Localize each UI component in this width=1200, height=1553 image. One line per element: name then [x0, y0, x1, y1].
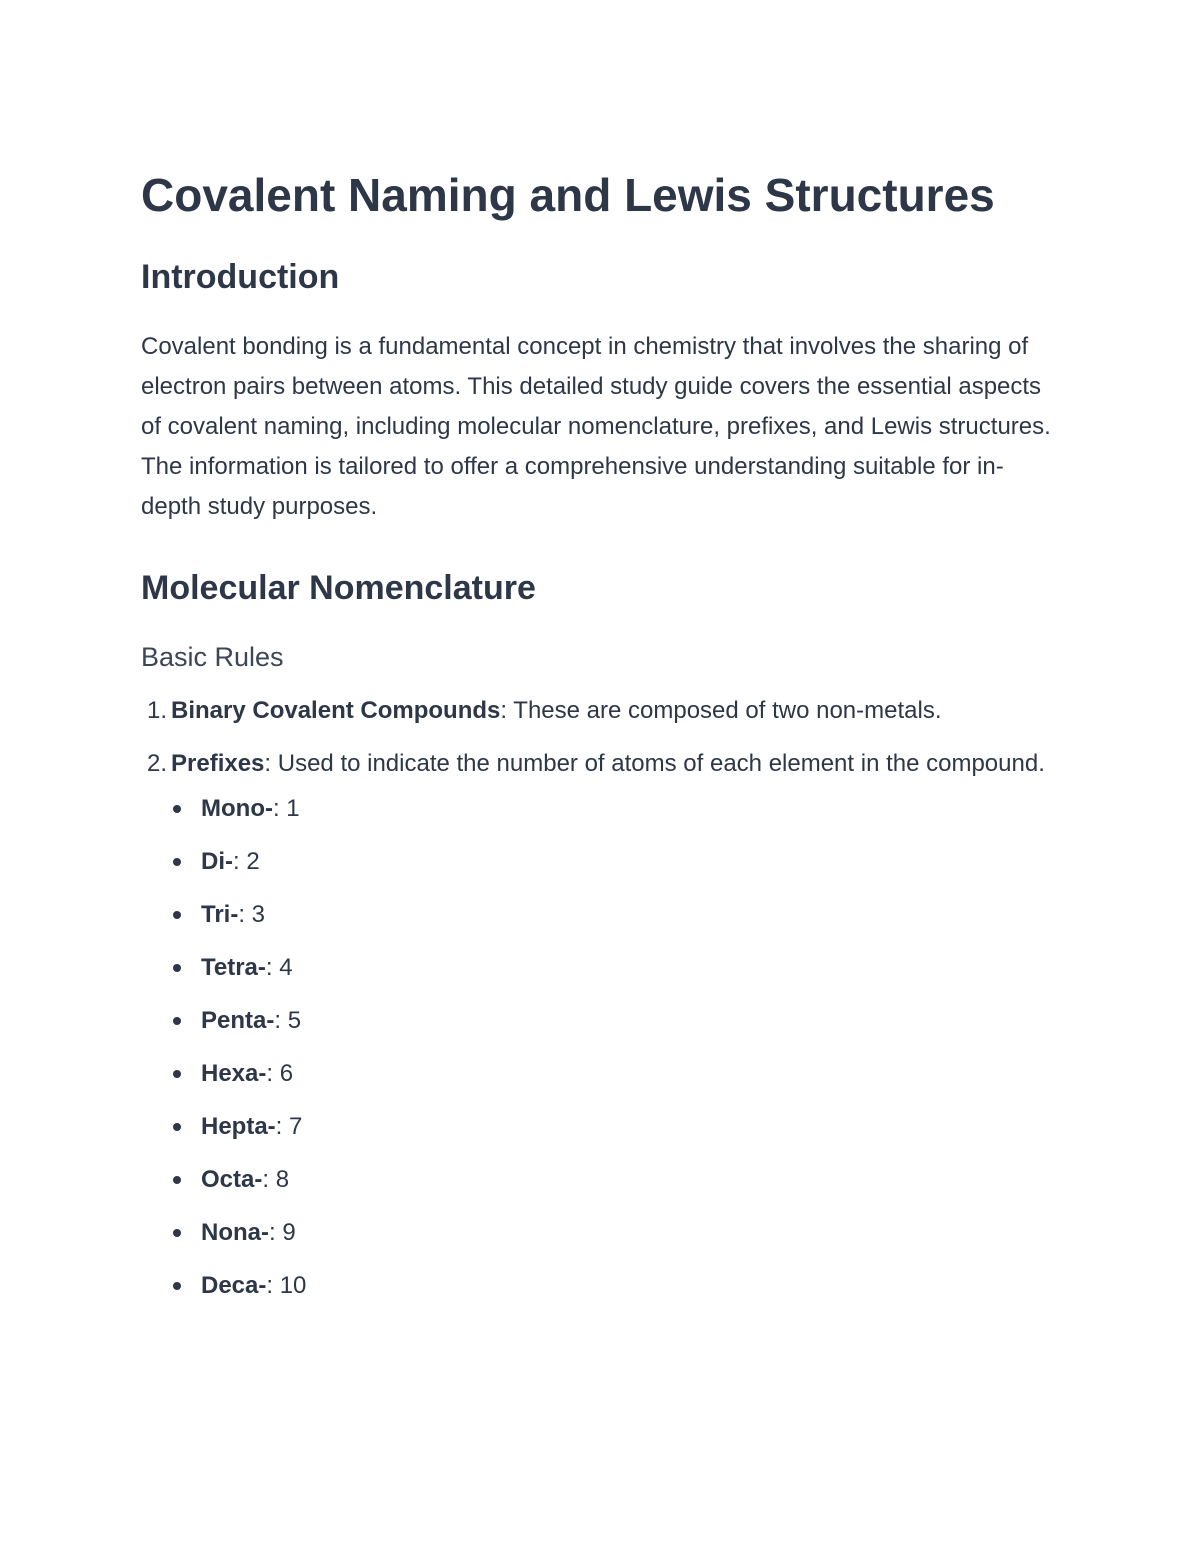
prefix-value: : 9 [269, 1219, 296, 1246]
rule-text: : Used to indicate the number of atoms of each element in the compound. [264, 750, 1045, 777]
rule-item [141, 744, 1061, 1306]
prefix-name: Deca- [201, 1272, 267, 1299]
bullet-icon [173, 1017, 181, 1025]
basic-rules-subheading: Basic Rules [141, 642, 284, 672]
prefix-value: : 2 [233, 848, 260, 875]
bullet-icon [173, 964, 181, 972]
rule-term: Binary Covalent Compounds [171, 697, 501, 724]
prefix-name: Tetra- [201, 954, 266, 981]
prefix-item [171, 1054, 1061, 1094]
document-page [141, 160, 1061, 1319]
prefix-value: : 8 [262, 1166, 290, 1193]
prefix-item [171, 1160, 1061, 1200]
bullet-icon [173, 911, 181, 919]
bullet-icon [173, 858, 181, 866]
prefix-value: : 5 [274, 1007, 302, 1034]
prefix-item [171, 948, 1061, 988]
prefix-value: : 10 [266, 1272, 307, 1299]
prefix-name: Nona- [201, 1219, 269, 1246]
introduction-heading: Introduction [141, 258, 340, 296]
prefix-item [171, 842, 1061, 882]
prefix-item [171, 895, 1061, 935]
bullet-icon [173, 1229, 181, 1237]
prefix-value: : 1 [272, 795, 300, 822]
prefix-item [171, 1107, 1061, 1147]
prefix-item [171, 789, 1061, 829]
bullet-icon [173, 1123, 181, 1131]
prefix-value: : 7 [275, 1113, 303, 1140]
prefix-name: Octa- [201, 1166, 263, 1193]
prefix-name: Hexa- [201, 1060, 267, 1087]
rule-term: Prefixes [171, 750, 265, 777]
bullet-icon [173, 1070, 181, 1078]
prefix-name: Penta- [201, 1007, 275, 1034]
prefix-value: : 6 [266, 1060, 294, 1087]
prefix-value: : 4 [265, 954, 293, 981]
rule-item [141, 691, 1061, 731]
prefix-item [171, 1213, 1061, 1253]
prefix-value: : 3 [238, 901, 266, 928]
bullet-icon [173, 805, 181, 813]
introduction-paragraph: Covalent bonding is a fundamental concept in chemistry that involves the sharing of electron pairs between atoms. This detailed study guide covers the essential aspects of covalent naming, including molecular nomenclature, prefixes, and Lewis structures. The information is tailored to offer a comprehensive understanding suitable for in-depth study purposes. [141, 333, 1051, 520]
prefix-list [171, 789, 1061, 1306]
rule-text: : These are composed of two non-metals. [500, 697, 942, 724]
bullet-icon [173, 1282, 181, 1290]
bullet-icon [173, 1176, 181, 1184]
prefix-name: Tri- [201, 901, 239, 928]
rules-list [141, 691, 1061, 1306]
rule-number: 2. [146, 750, 167, 777]
document-title: Covalent Naming and Lewis Structures [141, 169, 995, 221]
prefix-name: Mono- [201, 795, 273, 822]
prefix-item [171, 1266, 1061, 1306]
rule-number: 1. [146, 697, 167, 724]
prefix-name: Hepta- [201, 1113, 276, 1140]
prefix-name: Di- [201, 848, 233, 875]
nomenclature-heading: Molecular Nomenclature [141, 569, 536, 607]
prefix-item [171, 1001, 1061, 1041]
